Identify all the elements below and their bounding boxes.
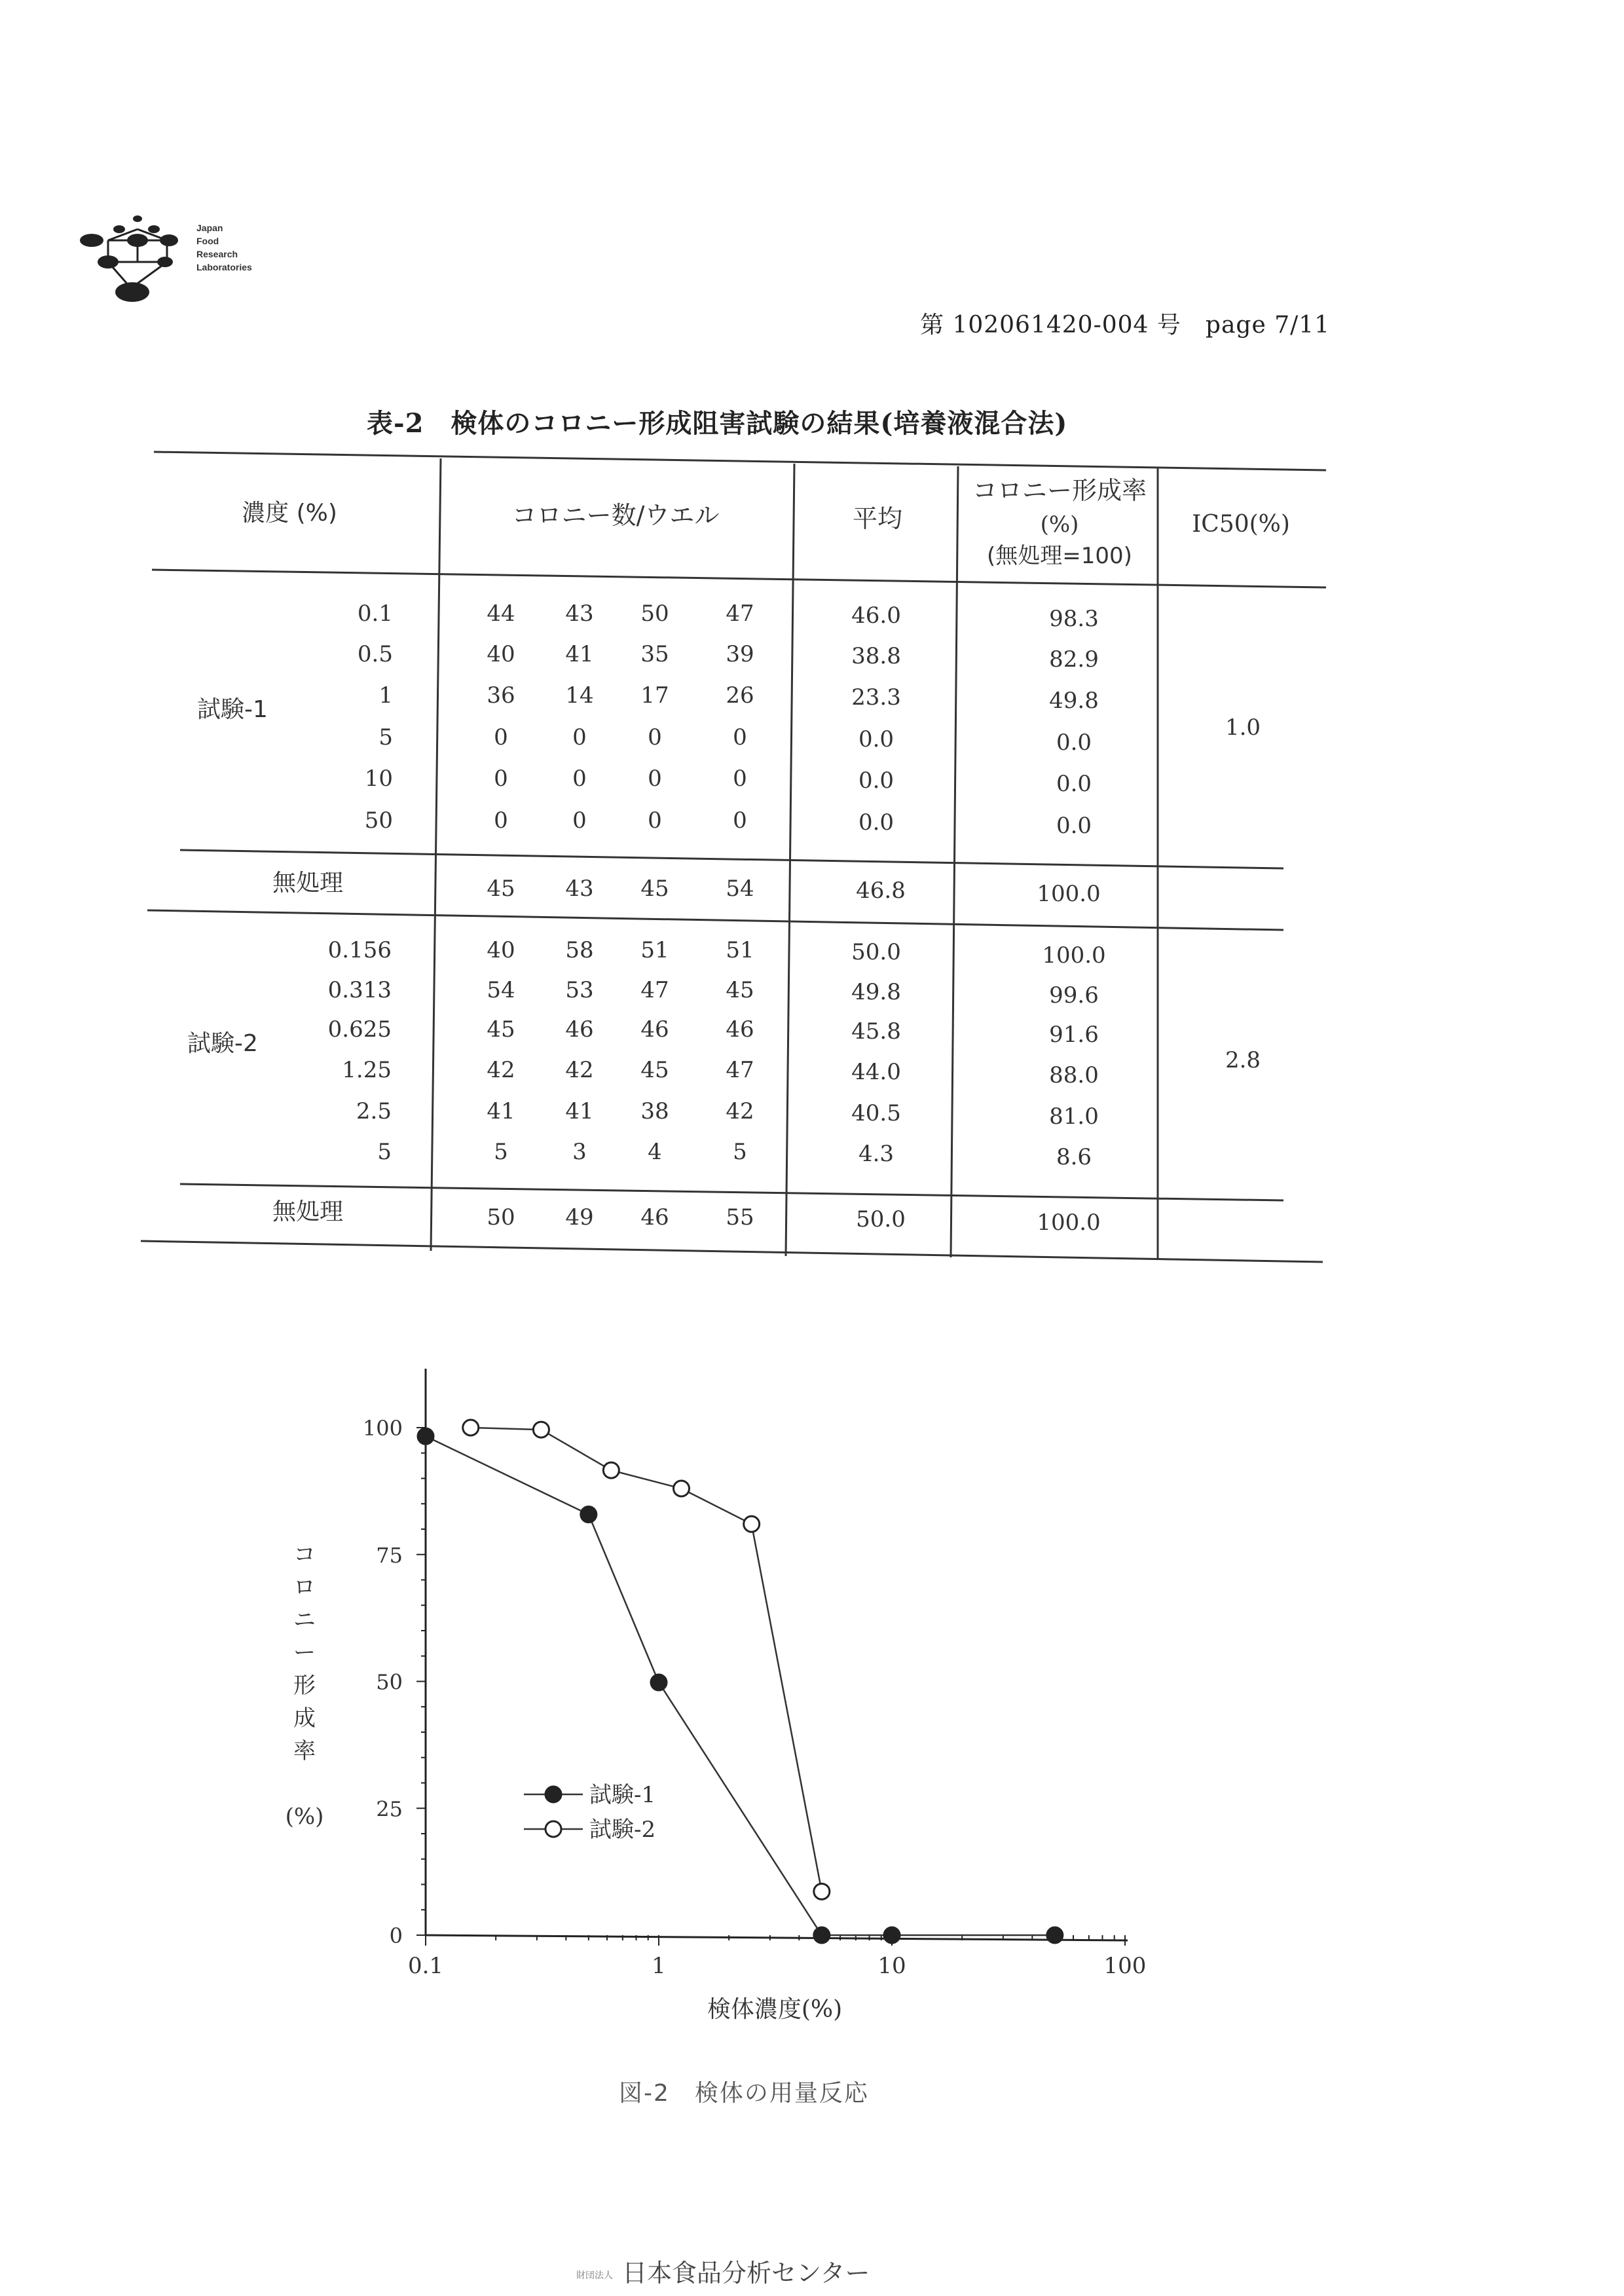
average-cell: 0.0 (858, 809, 895, 836)
colony-count-cell: 46 (726, 1016, 754, 1043)
concentration-cell: 0.1 (357, 601, 393, 627)
average-cell: 49.8 (851, 979, 901, 1005)
data-point-filled (1047, 1927, 1063, 1943)
concentration-cell: 5 (378, 724, 393, 750)
colony-count-cell: 0 (572, 724, 587, 750)
rate-cell: 0.0 (1056, 813, 1092, 839)
average-cell: 4.3 (858, 1141, 895, 1167)
rate-cell: 0.0 (1056, 730, 1092, 756)
ic50-value: 2.8 (1225, 1047, 1261, 1073)
colony-count-cell: 42 (487, 1057, 515, 1083)
rate-cell: 99.6 (1049, 982, 1099, 1009)
document-number: 第 102061420-004 号 page 7/11 (920, 312, 1331, 339)
legend-marker (545, 1821, 561, 1837)
colony-count-cell: 36 (487, 682, 515, 709)
colony-count-cell: 46 (565, 1016, 594, 1043)
y-axis-label-char: ニ (293, 1607, 316, 1633)
colony-count-cell: 47 (726, 1057, 754, 1083)
legend-label: 試験-1 (589, 1782, 656, 1808)
y-axis-label-char: 率 (293, 1738, 316, 1764)
logo-line: Research (196, 249, 238, 259)
concentration-cell: 2.5 (356, 1098, 392, 1124)
rate-cell: 91.6 (1049, 1022, 1099, 1048)
average-cell: 23.3 (851, 684, 901, 711)
data-point-filled (581, 1507, 597, 1523)
footer-mark: 財団法人 (576, 2270, 613, 2281)
control-count-cell: 50 (487, 1204, 515, 1231)
x-tick-label: 10 (877, 1953, 906, 1979)
concentration-cell: 0.5 (357, 641, 393, 667)
control-count-cell: 46 (640, 1204, 669, 1231)
legend-marker (545, 1787, 561, 1802)
control-count-cell: 43 (565, 876, 594, 902)
data-point-filled (814, 1927, 830, 1943)
average-cell: 38.8 (851, 643, 901, 669)
colony-count-cell: 41 (565, 641, 594, 667)
rate-cell: 8.6 (1056, 1144, 1092, 1170)
footer-organization (576, 2253, 870, 2289)
logo-line: Japan (196, 223, 223, 233)
header-rate-control: (無処理=100) (987, 543, 1132, 569)
legend-label: 試験-2 (589, 1817, 656, 1843)
logo-line: Food (196, 236, 219, 246)
rate-cell: 82.9 (1049, 646, 1099, 673)
colony-count-cell: 53 (565, 977, 594, 1003)
average-cell: 45.8 (851, 1018, 901, 1045)
colony-count-cell: 5 (494, 1139, 508, 1165)
control-label: 無処理 (272, 870, 344, 897)
x-tick-label: 1 (652, 1953, 666, 1979)
colony-count-cell: 43 (565, 601, 594, 627)
colony-count-cell: 39 (726, 641, 754, 667)
colony-count-cell: 0 (648, 724, 662, 750)
colony-count-cell: 41 (487, 1098, 515, 1124)
colony-count-cell: 3 (572, 1139, 587, 1165)
control-count-cell: 55 (726, 1204, 754, 1231)
control-count-cell: 45 (487, 876, 515, 902)
y-tick-label: 0 (389, 1923, 403, 1948)
colony-count-cell: 35 (640, 641, 669, 667)
colony-count-cell: 0 (733, 724, 747, 750)
concentration-cell: 0.156 (327, 937, 392, 963)
colony-count-cell: 0 (572, 766, 587, 792)
header-rate-unit: (%) (1040, 511, 1079, 538)
footer-org-name: 日本食品分析センター (622, 2259, 870, 2287)
colony-count-cell: 50 (640, 601, 669, 627)
colony-count-cell: 44 (487, 601, 515, 627)
colony-count-cell: 0 (648, 766, 662, 792)
control-average-cell: 46.8 (856, 878, 906, 904)
concentration-cell: 1 (378, 682, 393, 709)
y-axis-label-char: コ (293, 1542, 316, 1568)
concentration-cell: 0.625 (327, 1016, 392, 1043)
concentration-cell: 1.25 (342, 1057, 392, 1083)
figure-caption: 図-2 検体の用量反応 (619, 2080, 869, 2107)
colony-count-cell: 0 (494, 807, 508, 834)
series-line (426, 1436, 1055, 1935)
header-concentration: 濃度 (%) (242, 500, 337, 527)
y-axis-label-char: 形 (293, 1673, 316, 1699)
group-label: 試験-1 (197, 696, 268, 723)
colony-count-cell: 40 (487, 641, 515, 667)
data-point-filled (651, 1675, 667, 1690)
colony-count-cell: 0 (733, 766, 747, 792)
data-point-open (744, 1516, 760, 1532)
x-tick-label: 100 (1103, 1953, 1147, 1979)
y-axis-label-char: ー (293, 1640, 316, 1666)
colony-count-cell: 38 (640, 1098, 669, 1124)
colony-count-cell: 40 (487, 937, 515, 963)
colony-count-cell: 54 (487, 977, 515, 1003)
colony-count-cell: 45 (726, 977, 754, 1003)
rate-cell: 88.0 (1049, 1062, 1099, 1088)
average-cell: 0.0 (858, 726, 895, 752)
table-title: 表-2 検体のコロニー形成阻害試験の結果(培養液混合法) (367, 408, 1068, 439)
y-tick-label: 100 (362, 1416, 403, 1441)
y-axis-label-char: (%) (285, 1804, 324, 1830)
data-point-open (674, 1481, 690, 1496)
header-average: 平均 (852, 504, 903, 533)
control-average-cell: 50.0 (856, 1206, 906, 1232)
rate-cell: 98.3 (1049, 606, 1099, 632)
y-tick-label: 50 (376, 1669, 403, 1695)
header-colonies: コロニー数/ウエル (511, 501, 720, 530)
concentration-cell: 5 (377, 1139, 392, 1165)
colony-count-cell: 17 (640, 682, 669, 709)
control-label: 無処理 (272, 1198, 344, 1225)
chart-labels (286, 1542, 843, 2023)
colony-count-cell: 5 (733, 1139, 747, 1165)
y-tick-label: 75 (376, 1542, 403, 1568)
rate-cell: 81.0 (1049, 1103, 1099, 1130)
colony-count-cell: 41 (565, 1098, 594, 1124)
colony-count-cell: 4 (648, 1139, 662, 1165)
colony-count-cell: 0 (494, 766, 508, 792)
colony-count-cell: 0 (572, 807, 587, 834)
y-axis-label-char: ロ (293, 1574, 316, 1601)
data-point-open (463, 1420, 479, 1435)
control-count-cell: 45 (640, 876, 669, 902)
average-cell: 40.5 (851, 1100, 901, 1126)
colony-count-cell: 45 (487, 1016, 515, 1043)
colony-count-cell: 26 (726, 682, 754, 709)
data-point-open (603, 1462, 619, 1478)
x-tick-label: 0.1 (407, 1953, 444, 1979)
average-cell: 0.0 (858, 768, 895, 794)
y-axis-label-char: 成 (293, 1705, 316, 1731)
logo-line: Laboratories (196, 262, 252, 272)
colony-count-cell: 0 (648, 807, 662, 834)
colony-count-cell: 47 (640, 977, 669, 1003)
concentration-cell: 0.313 (327, 977, 392, 1003)
chart-legend (524, 1782, 655, 1843)
colony-count-cell: 42 (726, 1098, 754, 1124)
colony-count-cell: 51 (640, 937, 669, 963)
rate-cell: 100.0 (1042, 942, 1106, 969)
concentration-cell: 10 (364, 766, 393, 792)
control-count-cell: 49 (565, 1204, 594, 1231)
colony-count-cell: 14 (565, 682, 594, 709)
control-rate-cell: 100.0 (1037, 1210, 1101, 1236)
y-tick-label: 25 (376, 1796, 403, 1822)
data-point-filled (418, 1428, 434, 1444)
colony-count-cell: 46 (640, 1016, 669, 1043)
average-cell: 44.0 (851, 1059, 901, 1085)
data-point-open (814, 1883, 830, 1899)
colony-count-cell: 47 (726, 601, 754, 627)
colony-count-cell: 58 (565, 937, 594, 963)
rate-cell: 0.0 (1056, 771, 1092, 797)
group-label: 試験-2 (187, 1030, 258, 1057)
control-count-cell: 54 (726, 876, 754, 902)
chart-ticks (363, 1416, 1147, 1979)
average-cell: 50.0 (851, 939, 901, 965)
colony-count-cell: 0 (494, 724, 508, 750)
colony-count-cell: 42 (565, 1057, 594, 1083)
average-cell: 46.0 (851, 602, 901, 629)
header-ic50: IC50(%) (1192, 511, 1290, 538)
x-axis-label: 検体濃度(%) (707, 1996, 843, 2023)
chart-series (418, 1420, 1063, 1943)
colony-count-cell: 45 (640, 1057, 669, 1083)
data-point-open (533, 1422, 549, 1437)
concentration-cell: 50 (364, 807, 393, 834)
colony-count-cell: 0 (733, 807, 747, 834)
control-rate-cell: 100.0 (1037, 881, 1101, 907)
header-rate: コロニー形成率 (972, 476, 1147, 505)
data-point-filled (884, 1927, 900, 1943)
rate-cell: 49.8 (1049, 688, 1099, 714)
colony-count-cell: 51 (726, 937, 754, 963)
ic50-value: 1.0 (1225, 714, 1261, 741)
